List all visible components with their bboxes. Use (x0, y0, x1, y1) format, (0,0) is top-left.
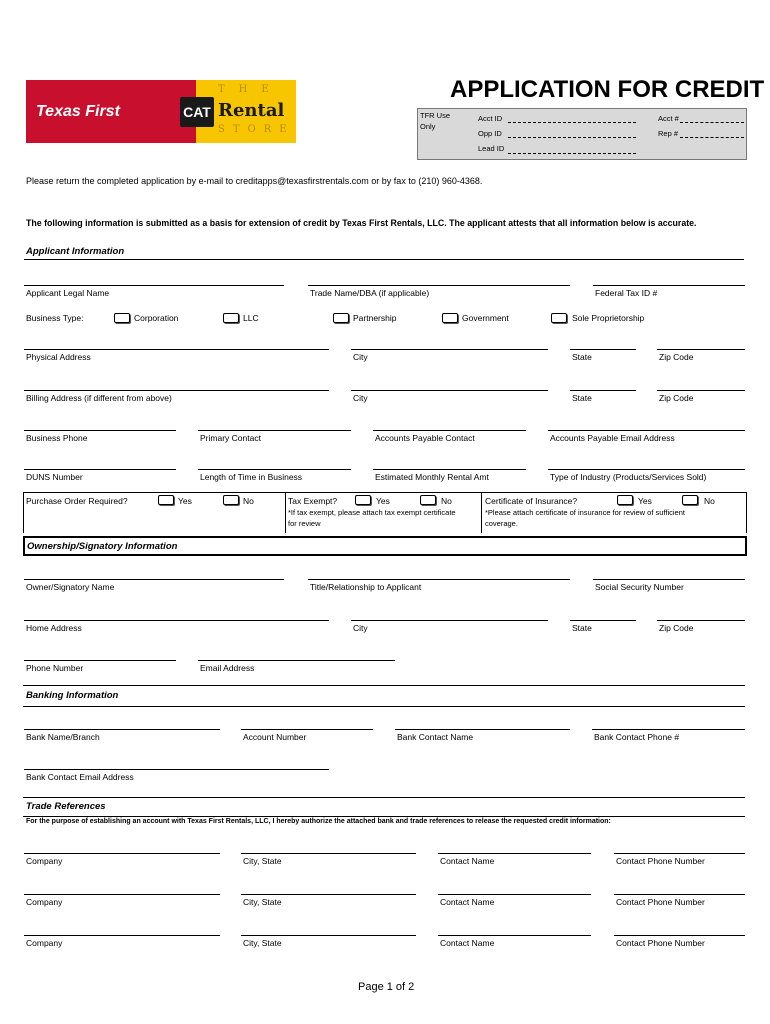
legal-name-field[interactable] (24, 285, 284, 286)
lead-id-label: Lead ID (478, 144, 505, 153)
partnership-label: Partnership (353, 313, 397, 323)
monthly-rental-field[interactable] (373, 469, 526, 470)
business-phone-field[interactable] (24, 430, 176, 431)
home-address-label: Home Address (26, 623, 82, 633)
acct-id-field[interactable] (508, 122, 636, 123)
monthly-rental-label: Estimated Monthly Rental Amt (375, 472, 489, 482)
billing-city-label: City (353, 393, 368, 403)
sole-proprietorship-label: Sole Proprietorship (572, 313, 645, 323)
ins-no-checkbox[interactable] (682, 495, 698, 505)
insurance-label: Certificate of Insurance? (485, 496, 578, 506)
primary-contact-field[interactable] (198, 430, 351, 431)
duns-field[interactable] (24, 469, 176, 470)
instructions-text: Please return the completed application by e-mail to creditapps@texasfirstrentals.com or by fax to (210) 960-4368. (26, 176, 483, 186)
ap-contact-label: Accounts Payable Contact (375, 433, 475, 443)
billing-state-field[interactable] (570, 390, 636, 391)
po-yes-checkbox[interactable] (158, 495, 174, 505)
government-checkbox[interactable] (442, 313, 458, 323)
owner-city-label: City (353, 623, 368, 633)
account-number-label: Account Number (243, 732, 307, 742)
federal-tax-id-label: Federal Tax ID # (595, 288, 658, 298)
account-number-field[interactable] (241, 729, 373, 730)
rep-no-field[interactable] (680, 137, 744, 138)
ap-contact-field[interactable] (373, 430, 526, 431)
primary-contact-label: Primary Contact (200, 433, 261, 443)
ref2-contact-field[interactable] (438, 894, 591, 895)
attestation-text: The following information is submitted as a basis for extension of credit by Texas First Rentals, LLC. The applicant attests that all information below is accurate. (26, 218, 697, 228)
llc-label: LLC (243, 313, 259, 323)
banking-heading-band (23, 685, 745, 707)
ref1-contact-label: Contact Name (440, 856, 495, 866)
insurance-note-2: coverage. (485, 519, 518, 528)
ref2-company-field[interactable] (24, 894, 220, 895)
ref1-company-label: Company (26, 856, 63, 866)
trade-authorization-text: For the purpose of establishing an account with Texas First Rentals, LLC, I hereby authorize the attached bank and trade references to release the requested credit information: (26, 818, 611, 825)
ref1-phone-label: Contact Phone Number (616, 856, 705, 866)
cat-logo-icon: CAT (180, 97, 214, 127)
billing-city-field[interactable] (351, 390, 548, 391)
tfr-use-label: TFR Use (420, 111, 450, 120)
lead-id-field[interactable] (508, 153, 636, 154)
bank-phone-label: Bank Contact Phone # (594, 732, 680, 742)
page-title: APPLICATION FOR CREDIT (450, 76, 765, 103)
ref3-company-label: Company (26, 938, 63, 948)
ref1-contact-field[interactable] (438, 853, 591, 854)
billing-zip-field[interactable] (657, 390, 745, 391)
ref3-city-field[interactable] (241, 935, 416, 936)
bank-email-field[interactable] (24, 769, 329, 770)
acct-no-label: Acct # (658, 114, 679, 123)
ap-email-field[interactable] (548, 430, 745, 431)
bank-contact-field[interactable] (395, 729, 570, 730)
rep-no-label: Rep # (658, 129, 679, 138)
acct-no-field[interactable] (680, 122, 744, 123)
owner-state-label: State (572, 623, 592, 633)
section-heading-ownership: Ownership/Signatory Information (27, 541, 178, 552)
bank-name-field[interactable] (24, 729, 220, 730)
owner-zip-label: Zip Code (659, 623, 694, 633)
industry-type-label: Type of Industry (Products/Services Sold) (550, 472, 707, 482)
opp-id-label: Opp ID (478, 129, 502, 138)
tax-exempt-note-1: *If tax exempt, please attach tax exempt certificate (288, 508, 456, 517)
state-field[interactable] (570, 349, 636, 350)
logo-texas-first: Texas First (36, 103, 120, 120)
owner-name-field[interactable] (24, 579, 284, 580)
section-heading-banking: Banking Information (26, 690, 119, 701)
ref2-city-label: City, State (243, 897, 282, 907)
sole-proprietorship-checkbox[interactable] (551, 313, 567, 323)
ap-email-label: Accounts Payable Email Address (550, 433, 675, 443)
ref1-phone-field[interactable] (614, 853, 745, 854)
home-address-field[interactable] (24, 620, 329, 621)
bank-contact-label: Bank Contact Name (397, 732, 474, 742)
owner-phone-field[interactable] (24, 660, 176, 661)
opp-id-field[interactable] (508, 137, 636, 138)
corporation-label: Corporation (134, 313, 179, 323)
owner-name-label: Owner/Signatory Name (26, 582, 115, 592)
page-number: Page 1 of 2 (358, 981, 415, 993)
business-type-label: Business Type: (26, 313, 84, 323)
owner-email-label: Email Address (200, 663, 255, 673)
section-rule (24, 259, 744, 260)
tfr-use-box (417, 108, 747, 160)
ref3-phone-field[interactable] (614, 935, 745, 936)
ref2-phone-label: Contact Phone Number (616, 897, 705, 907)
ref1-city-label: City, State (243, 856, 282, 866)
trade-heading-band (23, 797, 745, 817)
length-time-field[interactable] (198, 469, 351, 470)
ref3-phone-label: Contact Phone Number (616, 938, 705, 948)
tax-exempt-label: Tax Exempt? (288, 496, 338, 506)
physical-address-label: Physical Address (26, 352, 91, 362)
government-label: Government (462, 313, 509, 323)
logo-rental: Rental (218, 100, 285, 121)
ref2-city-field[interactable] (241, 894, 416, 895)
ref3-city-label: City, State (243, 938, 282, 948)
owner-title-field[interactable] (308, 579, 570, 580)
tax-yes-checkbox[interactable] (355, 495, 371, 505)
ins-no-label: No (704, 496, 715, 506)
ssn-field[interactable] (593, 579, 745, 580)
owner-state-field[interactable] (570, 620, 636, 621)
city-label: City (353, 352, 368, 362)
owner-phone-label: Phone Number (26, 663, 84, 673)
duns-label: DUNS Number (26, 472, 83, 482)
federal-tax-id-field[interactable] (593, 285, 745, 286)
length-time-label: Length of Time in Business (200, 472, 303, 482)
billing-zip-label: Zip Code (659, 393, 694, 403)
trade-name-field[interactable] (308, 285, 570, 286)
owner-email-field[interactable] (198, 660, 395, 661)
ins-yes-checkbox[interactable] (617, 495, 633, 505)
industry-type-field[interactable] (548, 469, 745, 470)
section-heading-trade: Trade References (26, 801, 106, 812)
tax-exempt-note-2: for review (288, 519, 321, 528)
ins-yes-label: Yes (638, 496, 652, 506)
owner-zip-field[interactable] (657, 620, 745, 621)
corporation-checkbox[interactable] (114, 313, 130, 323)
acct-id-label: Acct ID (478, 114, 503, 123)
trade-name-label: Trade Name/DBA (if applicable) (310, 288, 430, 298)
ref3-contact-label: Contact Name (440, 938, 495, 948)
physical-address-field[interactable] (24, 349, 329, 350)
tax-no-label: No (441, 496, 452, 506)
tax-yes-label: Yes (376, 496, 390, 506)
ref1-company-field[interactable] (24, 853, 220, 854)
billing-address-label: Billing Address (if different from above) (26, 393, 172, 403)
ref3-company-field[interactable] (24, 935, 220, 936)
section-heading-applicant: Applicant Information (26, 246, 125, 257)
billing-state-label: State (572, 393, 592, 403)
bank-name-label: Bank Name/Branch (26, 732, 100, 742)
po-yes-label: Yes (178, 496, 192, 506)
partnership-checkbox[interactable] (333, 313, 349, 323)
billing-address-field[interactable] (24, 390, 329, 391)
po-required-label: Purchase Order Required? (26, 496, 128, 506)
owner-city-field[interactable] (351, 620, 548, 621)
ref2-phone-field[interactable] (614, 894, 745, 895)
business-phone-label: Business Phone (26, 433, 88, 443)
owner-title-label: Title/Relationship to Applicant (310, 582, 422, 592)
ref2-contact-label: Contact Name (440, 897, 495, 907)
state-label: State (572, 352, 592, 362)
ref1-city-field[interactable] (241, 853, 416, 854)
ref2-company-label: Company (26, 897, 63, 907)
po-no-label: No (243, 496, 254, 506)
zip-label: Zip Code (659, 352, 694, 362)
po-no-checkbox[interactable] (223, 495, 239, 505)
logo-the: THE (218, 84, 283, 95)
zip-field[interactable] (657, 349, 745, 350)
legal-name-label: Applicant Legal Name (26, 288, 110, 298)
logo-store: STORE (218, 124, 295, 135)
bank-phone-field[interactable] (592, 729, 745, 730)
city-field[interactable] (351, 349, 548, 350)
llc-checkbox[interactable] (223, 313, 239, 323)
tax-no-checkbox[interactable] (420, 495, 436, 505)
tfr-only-label: Only (420, 122, 436, 131)
insurance-note-1: *Please attach certificate of insurance for review of sufficient (485, 508, 685, 517)
bank-email-label: Bank Contact Email Address (26, 772, 134, 782)
ssn-label: Social Security Number (595, 582, 684, 592)
ref3-contact-field[interactable] (438, 935, 591, 936)
